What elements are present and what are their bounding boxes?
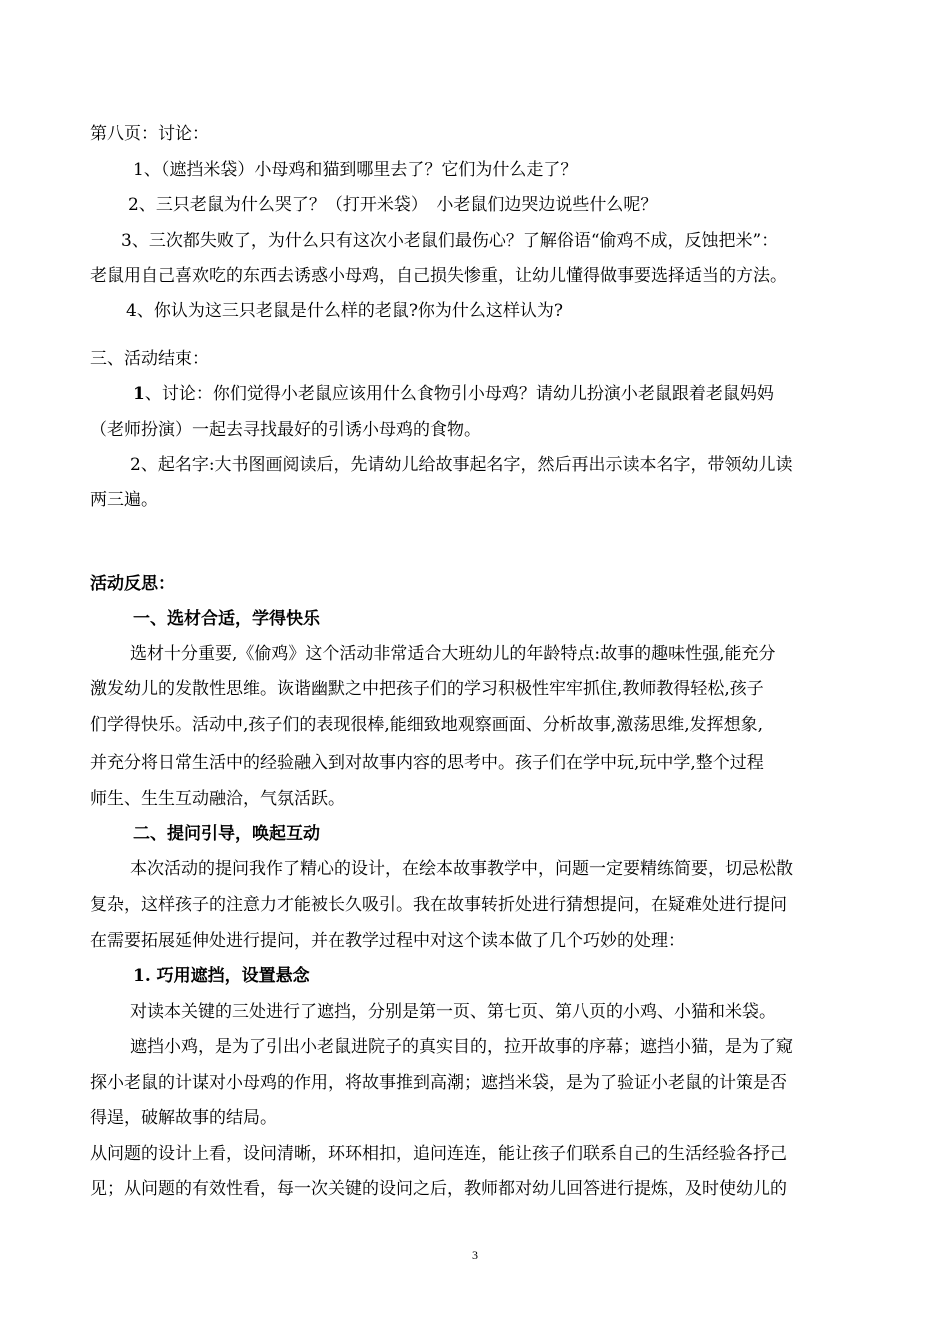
reflection-part-2-line: 本次活动的提问我作了精心的设计，在绘本故事教学中，问题一定要精练简要，切忌松散 [130,859,793,879]
reflection-sub-1-para-2-line: 探小老鼠的计谋对小母鸡的作用，将故事推到高潮；遮挡米袋，是为了验证小老鼠的计策是否 [90,1073,787,1093]
reflection-part-1-line: 们学得快乐。活动中,孩子们的表现很棒,能细致地观察画面、分析故事,激荡思维,发挥想象, [90,715,764,735]
page-eight-heading: 第八页：讨论： [90,124,209,144]
section-three-item-1-text: 、讨论：你们觉得小老鼠应该用什么食物引小母鸡？请幼儿扮演小老鼠跟着老鼠妈妈 [144,384,774,404]
reflection-sub-1-para-1: 对读本关键的三处进行了遮挡，分别是第一页、第七页、第八页的小鸡、小猫和米袋。 [130,1002,776,1022]
page-number: 3 [472,1248,478,1262]
reflection-part-1-line: 师生、生生互动融洽，气氛活跃。 [90,789,345,809]
section-three-item-2-cont: 两三遍。 [90,490,158,510]
reflection-sub-1-para-2-line: 遮挡小鸡，是为了引出小老鼠进院子的真实目的，拉开故事的序幕；遮挡小猫，是为了窥 [130,1037,793,1057]
reflection-sub-1-title: 1. 巧用遮挡，设置悬念 [133,966,310,986]
reflection-sub-1-para-3-line: 从问题的设计上看，设问清晰，环环相扣，追问连连，能让孩子们联系自己的生活经验各抒己 [90,1144,787,1164]
reflection-part-2-title: 二、提问引导，唤起互动 [133,824,320,844]
page-eight-question-3: 3、三次都失败了，为什么只有这次小老鼠们最伤心？了解俗语“偷鸡不成，反蚀把米”： [121,231,779,251]
reflection-part-1-line: 并充分将日常生活中的经验融入到对故事内容的思考中。孩子们在学中玩,玩中学,整个过程 [90,753,764,773]
section-three-heading: 三、活动结束： [90,349,209,369]
page-eight-question-4: 4、你认为这三只老鼠是什么样的老鼠?你为什么这样认为? [126,301,564,321]
section-three-item-1-number: 1 [133,384,145,404]
reflection-part-2-line: 在需要拓展延伸处进行提问，并在教学过程中对这个读本做了几个巧妙的处理： [90,931,685,951]
page-eight-question-1: 1、（遮挡米袋）小母鸡和猫到哪里去了？它们为什么走了？ [133,160,578,180]
reflection-part-1-line: 选材十分重要,《偷鸡》这个活动非常适合大班幼儿的年龄特点:故事的趣味性强,能充分 [130,644,776,664]
section-three-item-2: 2、起名字:大书图画阅读后，先请幼儿给故事起名字，然后再出示读本名字，带领幼儿读 [130,455,793,475]
reflection-part-1-title: 一、选材合适，学得快乐 [133,609,320,629]
reflection-part-2-line: 复杂，这样孩子的注意力才能被长久吸引。我在故事转折处进行猜想提问，在疑难处进行提问 [90,895,787,915]
page-eight-question-3-cont: 老鼠用自己喜欢吃的东西去诱惑小母鸡，自己损失惨重，让幼儿懂得做事要选择适当的方法。 [90,266,787,286]
reflection-heading: 活动反思： [90,574,175,594]
reflection-sub-1-para-3-line: 见；从问题的有效性看，每一次关键的设问之后，教师都对幼儿回答进行提炼，及时使幼儿的 [90,1179,787,1199]
section-three-item-1 [133,382,913,406]
section-three-item-1-cont: （老师扮演）一起去寻找最好的引诱小母鸡的食物。 [90,420,481,440]
reflection-part-1-line: 激发幼儿的发散性思维。诙谐幽默之中把孩子们的学习积极性牢牢抓住,教师教得轻松,孩子 [90,679,764,699]
reflection-sub-1-para-2-line: 得逞，破解故事的结局。 [90,1108,277,1128]
page-eight-question-2: 2、三只老鼠为什么哭了？（打开米袋） 小老鼠们边哭边说些什么呢？ [128,195,658,215]
